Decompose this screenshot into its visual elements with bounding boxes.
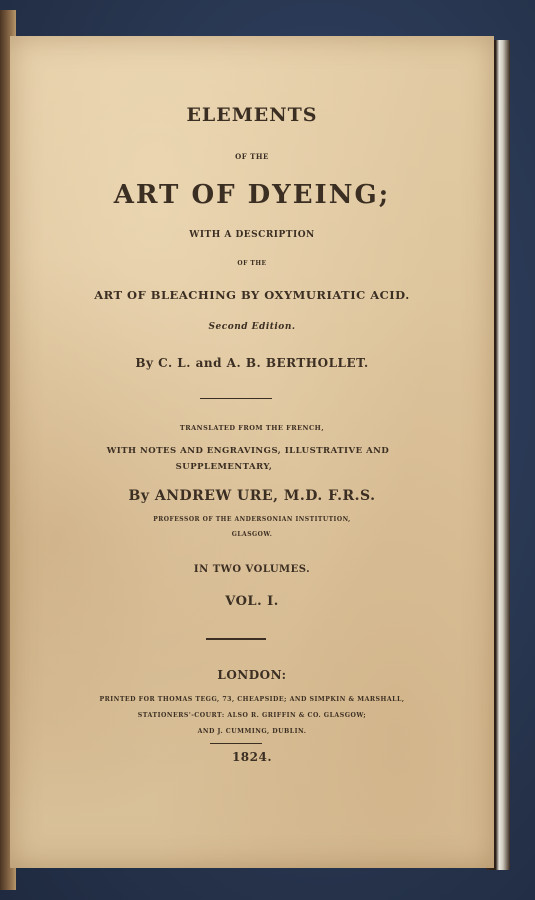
with-a-description: WITH A DESCRIPTION <box>189 230 315 240</box>
professor-line-2: GLASGOW. <box>231 531 273 538</box>
title-elements: ELEMENTS <box>186 104 318 126</box>
in-two-volumes: IN TWO VOLUMES. <box>193 564 311 575</box>
title-page <box>10 36 494 868</box>
notes-line-2: SUPPLEMENTARY, <box>175 462 273 472</box>
printer-line-1: PRINTED FOR THOMAS TEGG, 73, CHEAPSIDE; AND SIMPKIN & MARSHALL, <box>99 696 405 703</box>
divider-rule-3 <box>210 743 262 744</box>
notes-line-1: WITH NOTES AND ENGRAVINGS, ILLUSTRATIVE AND <box>106 446 390 456</box>
of-the: OF THE <box>237 260 267 267</box>
authors: By C. L. and A. B. BERTHOLLET. <box>135 356 369 370</box>
divider-rule-1 <box>200 398 272 399</box>
city-london: LONDON: <box>217 668 287 682</box>
title-art-of-dyeing: ART OF DYEING; <box>113 180 391 210</box>
volume-number: VOL. I. <box>225 594 279 609</box>
printer-line-3: AND J. CUMMING, DUBLIN. <box>197 728 307 735</box>
art-of-bleaching: ART OF BLEACHING BY OXYMURIATIC ACID. <box>94 288 410 302</box>
title-of-the: OF THE <box>235 152 269 161</box>
professor-line-1: PROFESSOR OF THE ANDERSONIAN INSTITUTION, <box>153 516 351 523</box>
translated-from-french: TRANSLATED FROM THE FRENCH, <box>179 424 325 432</box>
edition: Second Edition. <box>208 322 296 332</box>
printer-line-2: STATIONERS'-COURT: ALSO R. GRIFFIN & CO. GLASGOW; <box>137 712 367 719</box>
year: 1824. <box>231 750 273 764</box>
translator: By ANDREW URE, M.D. F.R.S. <box>128 488 376 504</box>
divider-rule-2 <box>206 638 266 640</box>
